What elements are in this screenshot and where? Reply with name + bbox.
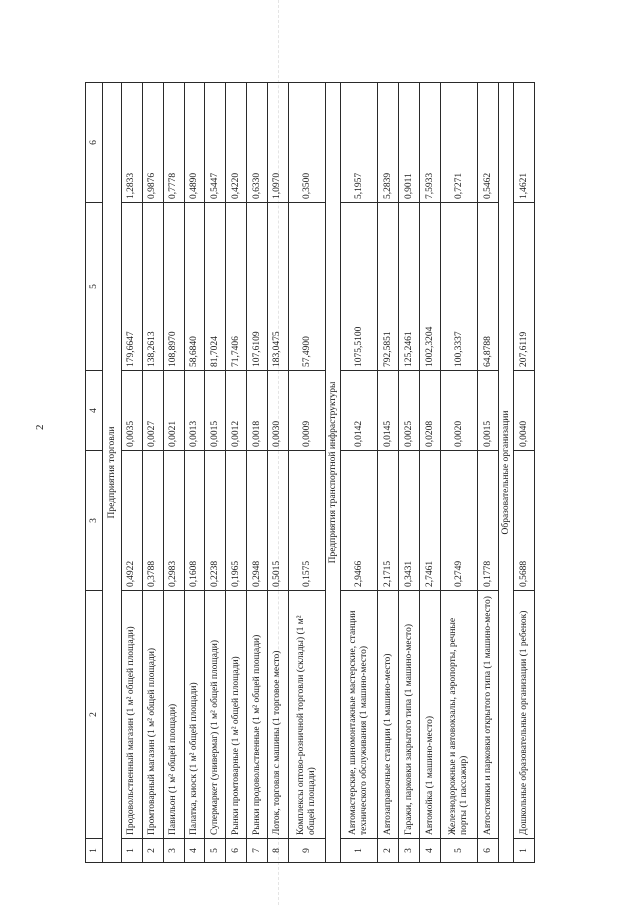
cell-c3: 0,2749	[440, 451, 477, 591]
cell-name: Палатка, киоск (1 м² общей площади)	[184, 591, 205, 839]
table-header-row	[86, 83, 103, 863]
cell-c3: 0,4922	[122, 451, 143, 591]
cell-n: 4	[420, 839, 441, 863]
cell-c4: 0,0009	[288, 371, 325, 451]
cell-c6: 0,9876	[142, 83, 163, 203]
table-row	[268, 83, 289, 863]
cell-c4: 0,0015	[478, 371, 499, 451]
cell-c5: 57,4900	[288, 203, 325, 371]
cell-name: Лоток, торговля с машины (1 торговое место)	[268, 591, 289, 839]
cell-c3: 0,3788	[142, 451, 163, 591]
header-cell: 3	[86, 451, 103, 591]
header-cell: 6	[86, 83, 103, 203]
cell-c6: 0,3500	[288, 83, 325, 203]
cell-name: Промтоварный магазин (1 м² общей площади)	[142, 591, 163, 839]
cell-c3: 0,5688	[514, 451, 535, 591]
table-row	[399, 83, 420, 863]
cell-name: Рынки промтоварные (1 м² общей площади)	[226, 591, 247, 839]
cell-c4: 0,0035	[122, 371, 143, 451]
header-cell: 4	[86, 371, 103, 451]
table-row	[341, 83, 378, 863]
header-cell: 1	[86, 839, 103, 863]
cell-c4: 0,0021	[163, 371, 184, 451]
cell-c6: 0,5447	[205, 83, 226, 203]
cell-n: 4	[184, 839, 205, 863]
table-row	[205, 83, 226, 863]
cell-c4: 0,0020	[440, 371, 477, 451]
table-row	[247, 83, 268, 863]
cell-name: Автомойка (1 машино-место)	[420, 591, 441, 839]
cell-c4: 0,0012	[226, 371, 247, 451]
table-body	[86, 83, 535, 863]
cell-c5: 58,6840	[184, 203, 205, 371]
cell-n: 2	[142, 839, 163, 863]
section-title-row	[326, 83, 341, 863]
cell-n: 7	[247, 839, 268, 863]
cell-c4: 0,0208	[420, 371, 441, 451]
cell-name: Гаражи, парковки закрытого типа (1 машино-место)	[399, 591, 420, 839]
cell-c4: 0,0013	[184, 371, 205, 451]
cell-c4: 0,0040	[514, 371, 535, 451]
cell-c6: 7,5933	[420, 83, 441, 203]
cell-c5: 81,7024	[205, 203, 226, 371]
cell-c6: 1,2833	[122, 83, 143, 203]
cell-c4: 0,0142	[341, 371, 378, 451]
table-row	[184, 83, 205, 863]
cell-c5: 100,3337	[440, 203, 477, 371]
cell-c4: 0,0030	[268, 371, 289, 451]
section-title-row	[499, 83, 514, 863]
header-cell: 5	[86, 203, 103, 371]
cell-c3: 2,9466	[341, 451, 378, 591]
cell-c6: 0,4220	[226, 83, 247, 203]
cell-c6: 0,6330	[247, 83, 268, 203]
cell-c5: 108,8970	[163, 203, 184, 371]
table-row	[514, 83, 535, 863]
section-title: Предприятия торговли	[103, 83, 122, 863]
cell-c5: 107,6109	[247, 203, 268, 371]
cell-c5: 138,2613	[142, 203, 163, 371]
cell-c5: 183,0475	[268, 203, 289, 371]
cell-n: 6	[226, 839, 247, 863]
cell-c5: 71,7406	[226, 203, 247, 371]
cell-c6: 1,4621	[514, 83, 535, 203]
page-number: 2	[34, 424, 46, 430]
table-row	[226, 83, 247, 863]
cell-c3: 0,3431	[399, 451, 420, 591]
cell-n: 1	[122, 839, 143, 863]
cell-name: Автозаправочные станции (1 машино-место)	[378, 591, 399, 839]
cell-n: 1	[341, 839, 378, 863]
table-row	[378, 83, 399, 863]
table-row	[142, 83, 163, 863]
table-row	[122, 83, 143, 863]
cell-c3: 0,1965	[226, 451, 247, 591]
cell-name: Павильон (1 м² общей площади)	[163, 591, 184, 839]
cell-c5: 125,2461	[399, 203, 420, 371]
table-row	[440, 83, 477, 863]
cell-c4: 0,0025	[399, 371, 420, 451]
cell-n: 5	[205, 839, 226, 863]
cell-c6: 0,7778	[163, 83, 184, 203]
table-row	[478, 83, 499, 863]
cell-c5: 207,6119	[514, 203, 535, 371]
cell-c6: 1,0970	[268, 83, 289, 203]
cell-c3: 2,7461	[420, 451, 441, 591]
cell-c4: 0,0018	[247, 371, 268, 451]
cell-n: 1	[514, 839, 535, 863]
rotated-table-container	[85, 83, 535, 863]
cell-n: 9	[288, 839, 325, 863]
cell-name: Рынки продовольственные (1 м² общей площади)	[247, 591, 268, 839]
cell-c6: 5,1957	[341, 83, 378, 203]
cell-n: 8	[268, 839, 289, 863]
cell-c4: 0,0015	[205, 371, 226, 451]
cell-c5: 64,8788	[478, 203, 499, 371]
cell-n: 3	[399, 839, 420, 863]
table-row	[163, 83, 184, 863]
cell-c3: 0,5015	[268, 451, 289, 591]
cell-n: 2	[378, 839, 399, 863]
cell-c5: 1002,3204	[420, 203, 441, 371]
cell-c3: 0,2238	[205, 451, 226, 591]
cell-name: Комплексы оптово-розничной торговли (склады) (1 м² общей площади)	[288, 591, 325, 839]
cell-name: Продовольственный магазин (1 м² общей площади)	[122, 591, 143, 839]
norms-table	[85, 82, 535, 863]
cell-c5: 179,6647	[122, 203, 143, 371]
cell-name: Дошкольные образовательные организации (1 ребенок)	[514, 591, 535, 839]
cell-c6: 5,2839	[378, 83, 399, 203]
cell-c3: 0,1778	[478, 451, 499, 591]
cell-c4: 0,0145	[378, 371, 399, 451]
cell-c3: 2,1715	[378, 451, 399, 591]
table-row	[420, 83, 441, 863]
cell-c6: 0,4890	[184, 83, 205, 203]
cell-name: Автостоянки и парковки открытого типа (1 машино-место)	[478, 591, 499, 839]
cell-c4: 0,0027	[142, 371, 163, 451]
cell-c6: 0,5462	[478, 83, 499, 203]
cell-c6: 0,9011	[399, 83, 420, 203]
cell-n: 5	[440, 839, 477, 863]
cell-c6: 0,7271	[440, 83, 477, 203]
cell-n: 3	[163, 839, 184, 863]
section-title-row	[103, 83, 122, 863]
section-title: Предприятия транспортной инфраструктуры	[326, 83, 341, 863]
cell-name: Автомастерские, шиномонтажные мастерские, станции технического обслуживания (1 машино-место)	[341, 591, 378, 839]
table-row	[288, 83, 325, 863]
cell-c3: 0,2983	[163, 451, 184, 591]
cell-name: Супермаркет (универмаг) (1 м² общей площади)	[205, 591, 226, 839]
cell-c5: 792,5851	[378, 203, 399, 371]
cell-c3: 0,2948	[247, 451, 268, 591]
cell-c3: 0,1575	[288, 451, 325, 591]
section-title: Образовательные организации	[499, 83, 514, 863]
cell-n: 6	[478, 839, 499, 863]
cell-name: Железнодорожные и автовокзалы, аэропорты, речные порты (1 пассажир)	[440, 591, 477, 839]
header-cell: 2	[86, 591, 103, 839]
cell-c3: 0,1608	[184, 451, 205, 591]
cell-c5: 1075,5100	[341, 203, 378, 371]
